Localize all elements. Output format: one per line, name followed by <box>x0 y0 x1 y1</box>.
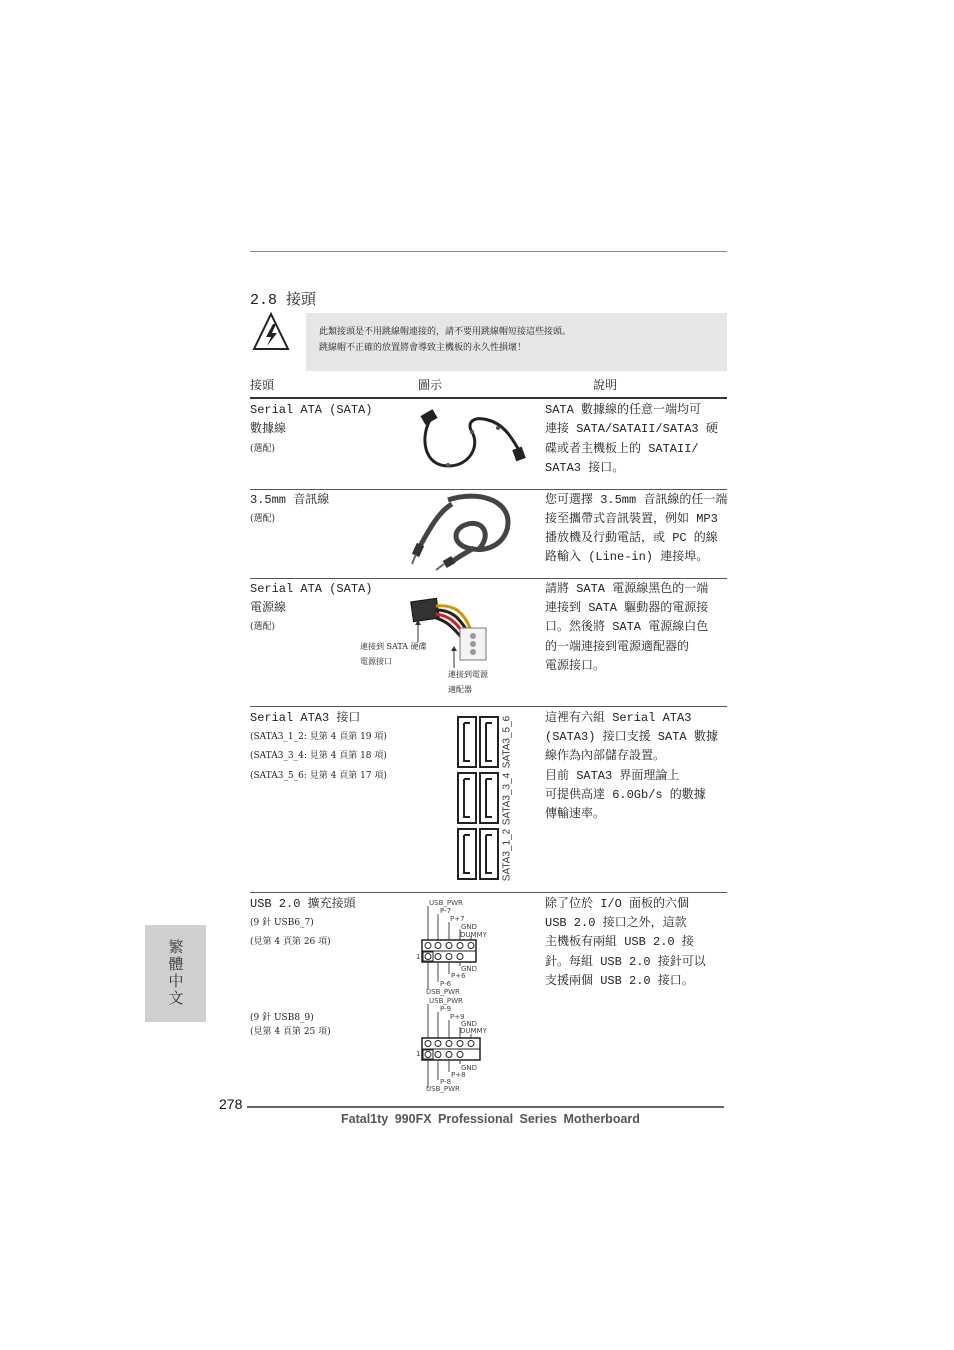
sata-cable-desc-2: 連接 SATA/SATAII/SATA3 硬 <box>545 422 718 436</box>
usb-a-top-4: GND <box>461 923 478 931</box>
sata-power-desc-3: 口。然後將 SATA 電源線白色 <box>545 620 709 634</box>
row-rule-4 <box>250 892 727 893</box>
sata-cable-desc-3: 碟或者主機板上的 SATAII/ <box>545 442 699 456</box>
sata-cable-image <box>418 408 528 472</box>
usb-a-bottom-4: USB_PWR <box>426 988 460 996</box>
side-tab-char-2: 體 <box>168 955 184 973</box>
row-rule-1 <box>250 489 727 490</box>
usb-b-pin1: 1 <box>416 1050 421 1058</box>
usb-b-top-3: P+9 <box>450 1013 465 1021</box>
sata-power-desc-2: 連接到 SATA 驅動器的電源接 <box>545 601 709 615</box>
footer-title: Fatal1ty 990FX Professional Series Motherboard <box>341 1112 640 1126</box>
usb-desc-4: 針。每組 USB 2.0 接針可以 <box>545 955 706 969</box>
footer-rule <box>247 1106 724 1108</box>
section-title: 2.8 接頭 <box>250 292 317 309</box>
sata3-desc-4: 目前 SATA3 界面理論上 <box>545 769 680 783</box>
sata3-ports-diagram <box>456 714 500 884</box>
sata3-note-3: (SATA3_5_6: 見第 4 頁第 17 項) <box>250 771 387 781</box>
usb-a-top-1: USB_PWR <box>429 899 463 907</box>
usb-desc-3: 主機板有兩組 USB 2.0 接 <box>545 935 694 949</box>
usb-header-b-diagram <box>416 996 516 1096</box>
sata-power-label-sata-2: 電源接口 <box>360 657 392 666</box>
usb-b-top-1: USB_PWR <box>429 997 463 1005</box>
usb-a-bottom-1: GND <box>461 965 478 973</box>
sata3-name: Serial ATA3 接口 <box>250 711 361 725</box>
sata-power-desc-1: 請將 SATA 電源線黑色的一端 <box>545 582 709 596</box>
sata3-desc-5: 可提供高達 6.0Gb/s 的數據 <box>545 788 706 802</box>
header-rule <box>250 397 727 399</box>
sata-power-label-psu-1: 連接到電源 <box>448 670 488 679</box>
sata3-port-group-5-6 <box>458 717 498 767</box>
warning-icon <box>252 312 290 352</box>
warning-line-1: 此類接頭是不用跳線帽連接的，請不要用跳線帽短接這些接頭。 <box>319 327 572 337</box>
usb-b-top-2: P-9 <box>440 1005 452 1013</box>
side-tab-char-1: 繁 <box>168 938 184 956</box>
audio-cable-desc-1: 您可選擇 3.5mm 音訊線的任一端 <box>545 493 728 507</box>
usb-a-pin1: 1 <box>416 953 421 961</box>
sata-power-label-psu-2: 適配器 <box>448 685 472 694</box>
usb-name: USB 2.0 擴充接頭 <box>250 897 356 911</box>
audio-cable-desc-4: 路輸入 (Line-in) 連接埠。 <box>545 550 709 564</box>
warning-box <box>306 313 727 371</box>
header-description: 說明 <box>593 378 618 392</box>
sata-cable-note: (選配) <box>250 444 276 454</box>
row-rule-2 <box>250 578 727 579</box>
usb-a-bottom-3: P-6 <box>440 980 452 988</box>
usb-note-b-2: (見第 4 頁第 25 項) <box>250 1027 331 1037</box>
sata3-desc-3: 線作為內部儲存設置。 <box>545 749 666 763</box>
sata-power-label-sata-1: 連接到 SATA 硬碟 <box>360 642 427 651</box>
page-number: 278 <box>219 1096 243 1112</box>
usb-b-top-4: GND <box>461 1020 478 1028</box>
usb-a-top-2: P-7 <box>440 907 452 915</box>
usb-desc-2: USB 2.0 接口之外，這款 <box>545 916 687 930</box>
side-tab-char-3: 中 <box>168 972 184 990</box>
sata3-port-group-1-2 <box>458 829 498 879</box>
usb-note-a-1: (9 針 USB6_7) <box>250 918 314 928</box>
audio-cable-name: 3.5mm 音訊線 <box>250 493 330 507</box>
audio-cable-desc-3: 播放機及行動電話，或 PC 的線 <box>545 531 718 545</box>
usb-header-a-diagram <box>416 898 516 998</box>
sata3-port-group-3-4 <box>458 773 498 823</box>
top-rule <box>250 251 727 252</box>
sata-power-note: (選配) <box>250 622 276 632</box>
sata3-desc-2: (SATA3) 接口支援 SATA 數據 <box>545 730 718 744</box>
usb-b-bottom-1: GND <box>461 1064 478 1072</box>
usb-b-bottom-2: P+8 <box>451 1071 466 1079</box>
audio-cable-image <box>408 492 514 572</box>
usb-note-a-2: (見第 4 頁第 26 項) <box>250 937 331 947</box>
sata3-label-3-4: SATA3_3_4 <box>501 772 513 826</box>
sata3-note-1: (SATA3_1_2: 見第 4 頁第 19 項) <box>250 732 387 742</box>
row-rule-3 <box>250 706 727 707</box>
usb-a-top-3: P+7 <box>450 915 465 923</box>
sata3-desc-6: 傳輸速率。 <box>545 807 606 821</box>
sata-cable-name-1: Serial ATA (SATA) <box>250 403 373 417</box>
header-figure: 圖示 <box>418 378 443 392</box>
usb-b-bottom-3: P-8 <box>440 1078 452 1086</box>
sata-power-name-1: Serial ATA (SATA) <box>250 582 373 596</box>
side-tab-char-4: 文 <box>168 989 184 1007</box>
usb-a-bottom-2: P+6 <box>451 972 466 980</box>
usb-a-top-5: DUMMY <box>460 931 487 939</box>
warning-line-2: 跳線帽不正確的放置將會導致主機板的永久性損壞！ <box>319 343 527 353</box>
audio-cable-desc-2: 接至攜帶式音訊裝置，例如 MP3 <box>545 512 718 526</box>
sata-power-desc-5: 電源接口。 <box>545 659 606 673</box>
header-connector: 接頭 <box>250 378 275 392</box>
sata3-note-2: (SATA3_3_4: 見第 4 頁第 18 項) <box>250 751 387 761</box>
sata3-label-5-6: SATA3_5_6 <box>501 715 513 769</box>
language-side-tab <box>145 925 206 1022</box>
sata-cable-desc-4: SATA3 接口。 <box>545 461 625 475</box>
usb-note-b-1: (9 針 USB8_9) <box>250 1013 314 1023</box>
sata-cable-name-2: 數據線 <box>250 422 287 436</box>
sata3-label-1-2: SATA3_1_2 <box>501 828 513 882</box>
usb-desc-5: 支援兩個 USB 2.0 接口。 <box>545 974 694 988</box>
sata-cable-desc-1: SATA 數據線的任意一端均可 <box>545 403 702 417</box>
usb-desc-1: 除了位於 I/O 面板的六個 <box>545 897 690 911</box>
usb-b-top-5: DUMMY <box>460 1027 487 1035</box>
usb-b-bottom-4: USB_PWR <box>426 1085 460 1093</box>
sata-power-name-2: 電源線 <box>250 601 287 615</box>
sata-power-desc-4: 的一端連接到電源適配器的 <box>545 640 690 654</box>
sata3-desc-1: 這裡有六組 Serial ATA3 <box>545 711 692 725</box>
audio-cable-note: (選配) <box>250 514 276 524</box>
